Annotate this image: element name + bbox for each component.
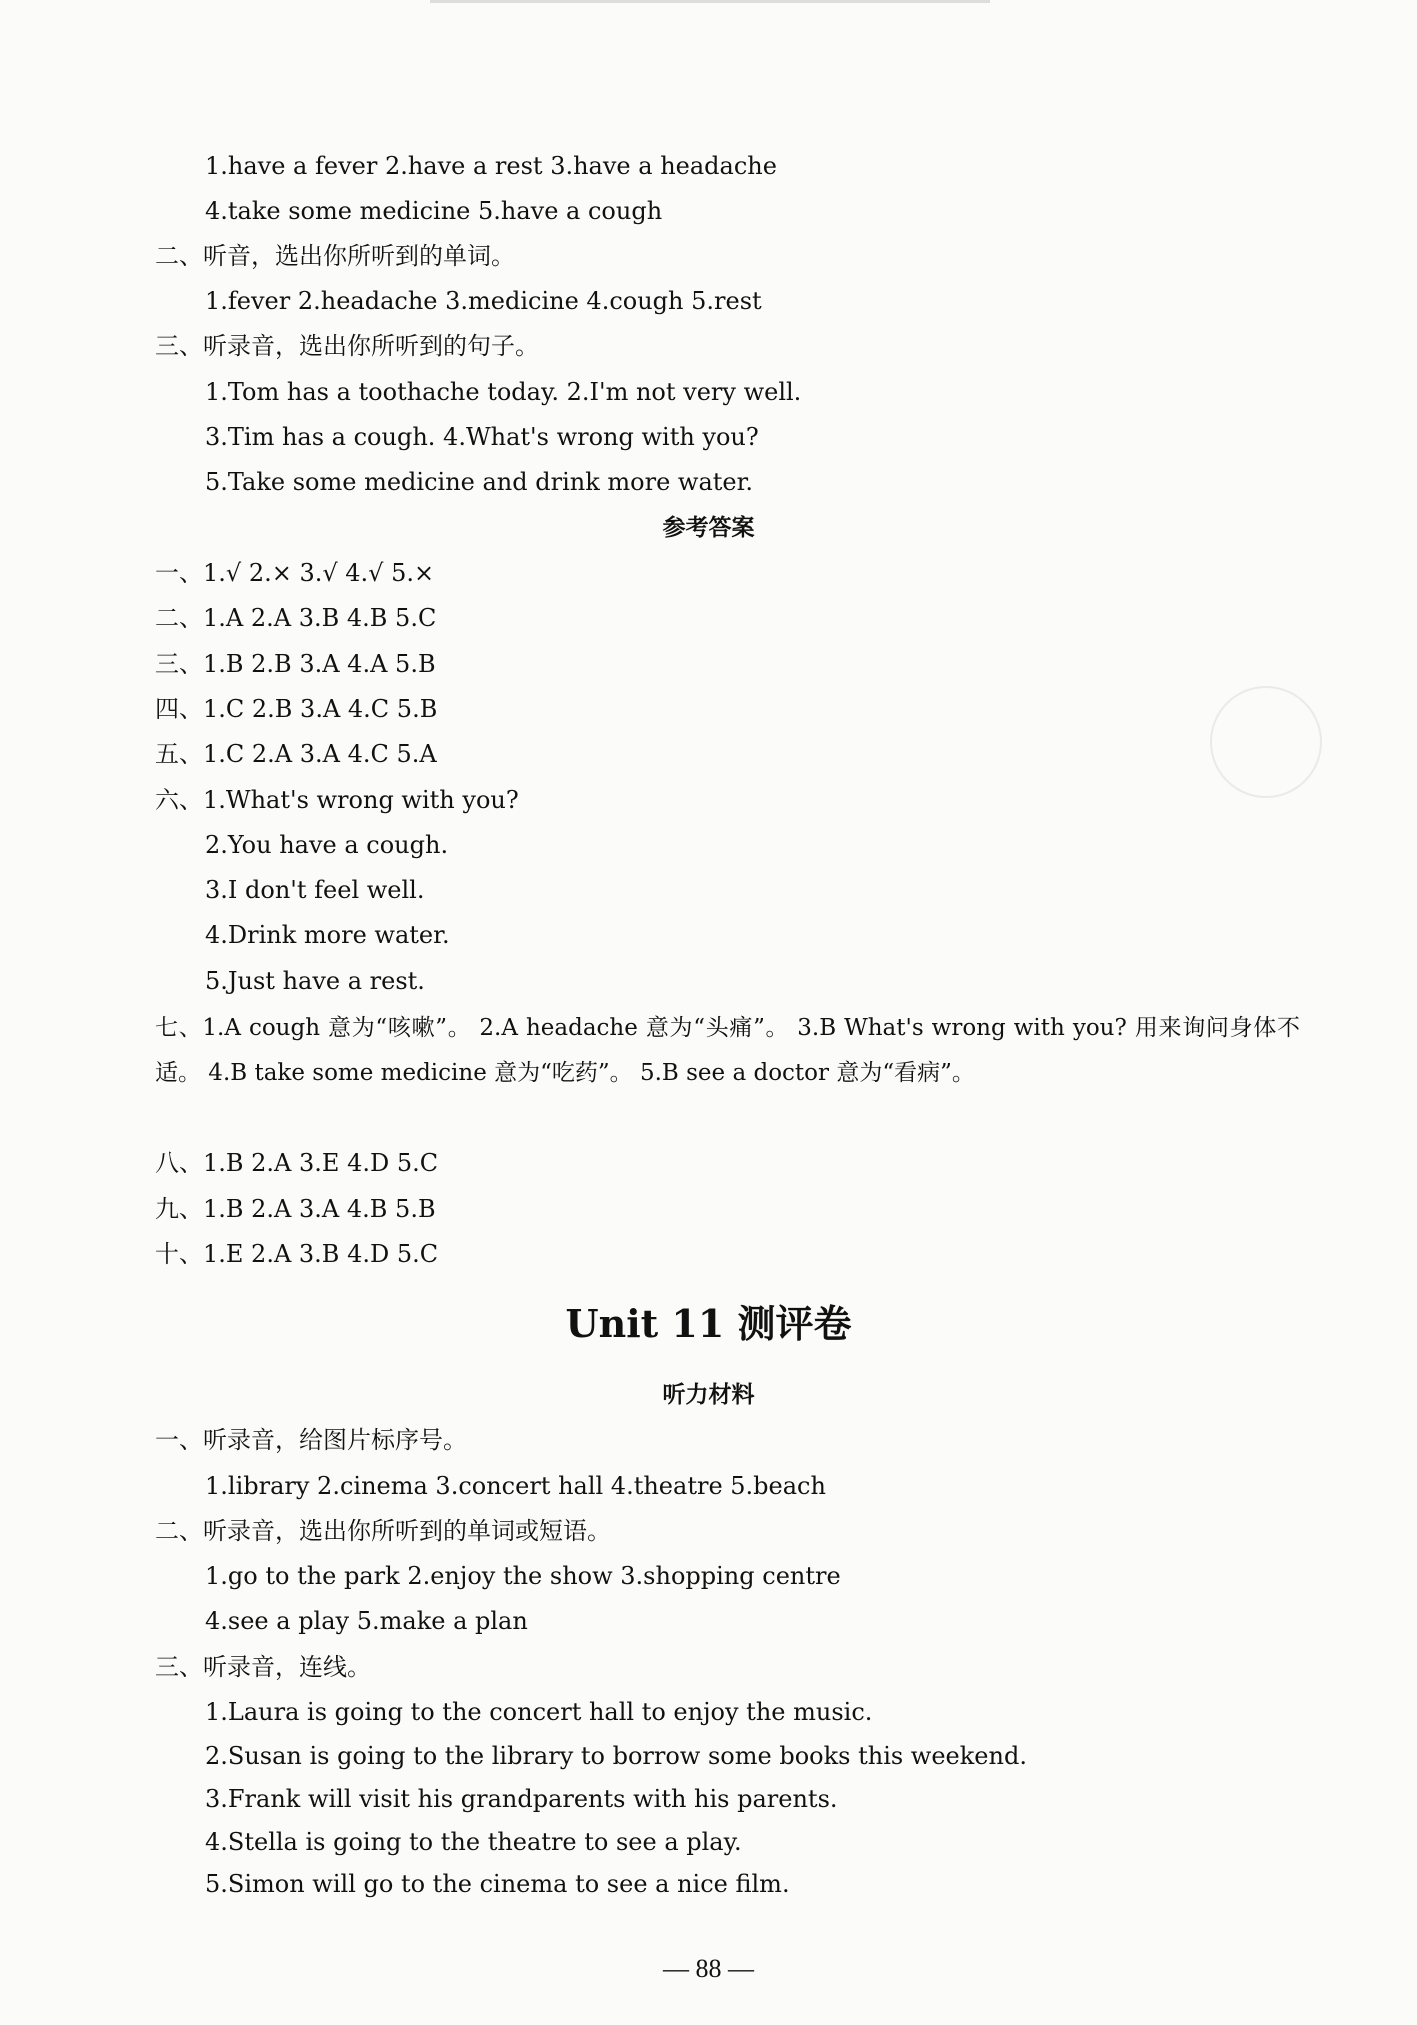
part3-line1: 1.Tom has a toothache today. 2.I'm not very well. xyxy=(205,378,802,406)
part2-heading: 二、听音，选出你所听到的单词。 xyxy=(155,242,515,270)
unit-part1-heading: 一、听录音，给图片标序号。 xyxy=(155,1426,467,1454)
answer-row-3: 三、1.B 2.B 3.A 4.A 5.B xyxy=(155,650,436,678)
part3-line2: 3.Tim has a cough. 4.What's wrong with you? xyxy=(205,423,759,451)
answer-part6-1: 六、1.What's wrong with you? xyxy=(155,786,519,814)
unit-part3-line4: 4.Stella is going to the theatre to see a play. xyxy=(205,1828,742,1856)
unit-part2-heading: 二、听录音，选出你所听到的单词或短语。 xyxy=(155,1517,611,1545)
answer-row-1: 一、1.√ 2.× 3.√ 4.√ 5.× xyxy=(155,559,435,587)
unit-part2-line1: 1.go to the park 2.enjoy the show 3.shopping centre xyxy=(205,1562,841,1590)
answer-part7: 七、1.A cough 意为“咳嗽”。 2.A headache 意为“头痛”。 3.B What's wrong with you? 用来询问身体不适。 4.B take some medicine 意为“吃药”。 5.B see a doctor 意为“看病”。 xyxy=(155,1015,1300,1086)
unit-subtitle: 听力材料 xyxy=(662,1382,755,1408)
answer-row-9: 九、1.B 2.A 3.A 4.B 5.B xyxy=(155,1195,436,1223)
answer-row-8: 八、1.B 2.A 3.E 4.D 5.C xyxy=(155,1149,439,1177)
unit-part3-line3: 3.Frank will visit his grandparents with his parents. xyxy=(205,1785,838,1813)
scan-edge xyxy=(430,0,990,3)
answer-row-5: 五、1.C 2.A 3.A 4.C 5.A xyxy=(155,740,437,768)
unit-part3-line5: 5.Simon will go to the cinema to see a nice film. xyxy=(205,1870,790,1898)
part2-items: 1.fever 2.headache 3.medicine 4.cough 5.rest xyxy=(205,287,762,315)
unit-part3-line2: 2.Susan is going to the library to borrow some books this weekend. xyxy=(205,1742,1027,1770)
unit-part1-items: 1.library 2.cinema 3.concert hall 4.theatre 5.beach xyxy=(205,1472,826,1500)
answer-part6-2: 2.You have a cough. xyxy=(205,831,449,859)
unit-title: Unit 11 测评卷 xyxy=(565,1301,852,1346)
unit-part2-line2: 4.see a play 5.make a plan xyxy=(205,1607,528,1635)
part1-line2: 4.take some medicine 5.have a cough xyxy=(205,197,663,225)
unit-part3-heading: 三、听录音，连线。 xyxy=(155,1653,371,1681)
part1-line1: 1.have a fever 2.have a rest 3.have a headache xyxy=(205,152,777,180)
answer-row-2: 二、1.A 2.A 3.B 4.B 5.C xyxy=(155,604,437,632)
answer-row-4: 四、1.C 2.B 3.A 4.C 5.B xyxy=(155,695,438,723)
part3-heading: 三、听录音，选出你所听到的句子。 xyxy=(155,332,539,360)
answer-part6-5: 5.Just have a rest. xyxy=(205,967,425,995)
answer-row-10: 十、1.E 2.A 3.B 4.D 5.C xyxy=(155,1240,439,1268)
page-number: — 88 — xyxy=(663,1954,754,1983)
unit-part3-line1: 1.Laura is going to the concert hall to enjoy the music. xyxy=(205,1698,873,1726)
part3-line3: 5.Take some medicine and drink more water. xyxy=(205,468,754,496)
answer-part6-3: 3.I don't feel well. xyxy=(205,876,425,904)
stamp-watermark xyxy=(1210,686,1322,798)
answers-heading: 参考答案 xyxy=(662,515,755,541)
answer-part6-4: 4.Drink more water. xyxy=(205,921,450,949)
